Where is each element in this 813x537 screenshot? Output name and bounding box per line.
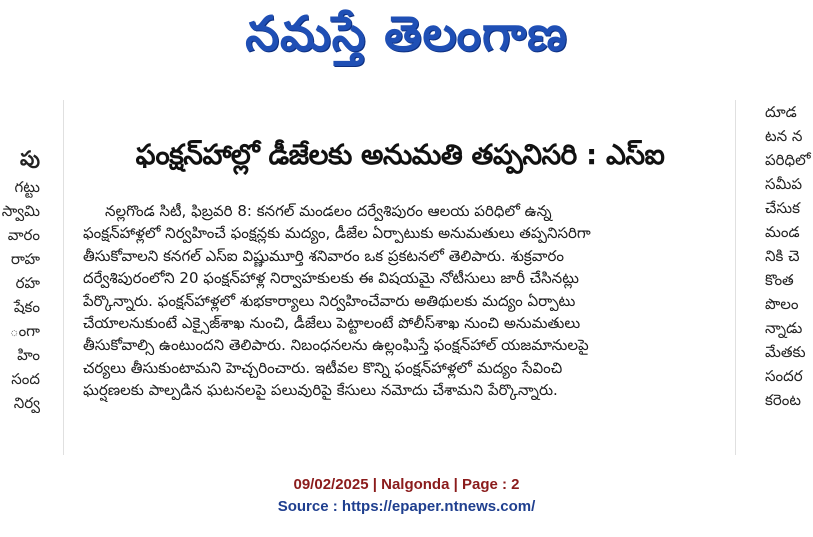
left-column-line: హిం <box>17 346 40 364</box>
left-column-line: గట్టు <box>14 178 40 196</box>
masthead <box>0 0 813 82</box>
left-column-line: ంగా <box>9 322 40 340</box>
article-line: తీసుకోవాల్సి ఉంటుందని తెలిపారు. నిబంధనలను ఉల్లంఘిస్తే ఫంక్షన్‌హాల్ యజమానులపై <box>83 336 589 355</box>
edition-info: 09/02/2025 | Nalgonda | Page : 2 <box>293 476 520 493</box>
right-column-line: పరిధిలో <box>765 151 811 169</box>
right-column-fragment <box>765 100 813 412</box>
left-column-line: రాహ <box>10 250 40 268</box>
article-line: చేయాలనుకుంటే ఎక్సైజ్‌శాఖ నుంచి, డీజేలు పెట్టాలంటే పోలీస్‌శాఖ నుంచి అనుమతులు <box>83 314 581 333</box>
right-column-line: సమీప <box>765 175 803 193</box>
article-line: ఫంక్షన్‌హాళ్లలో నిర్వహించే ఫంక్షన్లకు మద్యం, డీజేల ఏర్పాటుకు అనుమతులు తప్పనిసరిగా <box>83 224 591 243</box>
left-column-line: నిర్వ <box>13 394 40 412</box>
right-column-line: పొలం <box>765 295 799 313</box>
page-footer <box>0 474 813 518</box>
left-column-fragment <box>0 145 40 415</box>
left-column-line: స్వామి <box>1 202 40 220</box>
right-column-line: మేతకు <box>765 343 806 361</box>
right-column-line: కరెంట <box>765 391 801 409</box>
right-column-line: న్నాడు <box>765 319 803 337</box>
right-column-line: టన న <box>765 127 803 145</box>
article-line: పేర్కొన్నారు. ఫంక్షన్‌హాళ్లలో శుభకార్యాలు నిర్వహించేవారు అతిథులకు మద్యం ఏర్పాటు <box>83 291 576 310</box>
left-column-line: సంద <box>11 370 40 388</box>
newspaper-logo-title: నమస్తే తెలంగాణ <box>245 6 568 62</box>
article-line: తీసుకోవాలని కనగల్ ఎస్‌ఐ విష్ణుమూర్తి శనివారం ఒక ప్రకటనలో తెలిపారు. శుక్రవారం <box>83 246 564 265</box>
right-column-line: నికి చె <box>765 247 800 265</box>
column-divider-right <box>735 100 736 455</box>
right-column-line: సందర <box>765 367 803 385</box>
article-line: నల్లగొండ సిటీ, ఫిబ్రవరి 8: కనగల్ మండలం దర్వేశిపురం ఆలయ పరిధిలో ఉన్న <box>105 202 552 220</box>
article-headline: ఫంక్షన్‌హాల్లో డీజేలకు అనుమతి తప్పనిసరి : ఎస్‌ఐ <box>135 138 665 171</box>
left-column-line: షేకం <box>13 298 40 316</box>
left-column-line: వారం <box>7 226 40 244</box>
left-column-line: రహ <box>15 274 40 292</box>
right-column-line: మండ <box>765 223 800 241</box>
article-line: చర్యలు తీసుకుంటామని హెచ్చరించారు. ఇటీవల కొన్ని ఫంక్షన్‌హాళ్లలో మద్యం సేవించి <box>83 358 563 377</box>
column-divider-left <box>63 100 64 455</box>
article-line: దర్వేశిపురంలోని 20 ఫంక్షన్‌హాళ్ల నిర్వాహకులకు ఈ విషయమై నోటీసులు జారీ చేసినట్లు <box>83 269 579 288</box>
article-body <box>83 200 728 402</box>
left-column-heading: పు <box>20 146 40 170</box>
right-column-line: దూడ <box>765 103 797 121</box>
right-column-line: చేసుక <box>765 199 800 217</box>
article-line: ఘర్షణలకు పాల్పడిన ఘటనలపై పలువురిపై కేసులు నమోదు చేశామని పేర్కొన్నారు. <box>83 381 558 400</box>
source-link[interactable]: Source : https://epaper.ntnews.com/ <box>277 498 536 515</box>
right-column-line: కొంత <box>765 271 794 289</box>
